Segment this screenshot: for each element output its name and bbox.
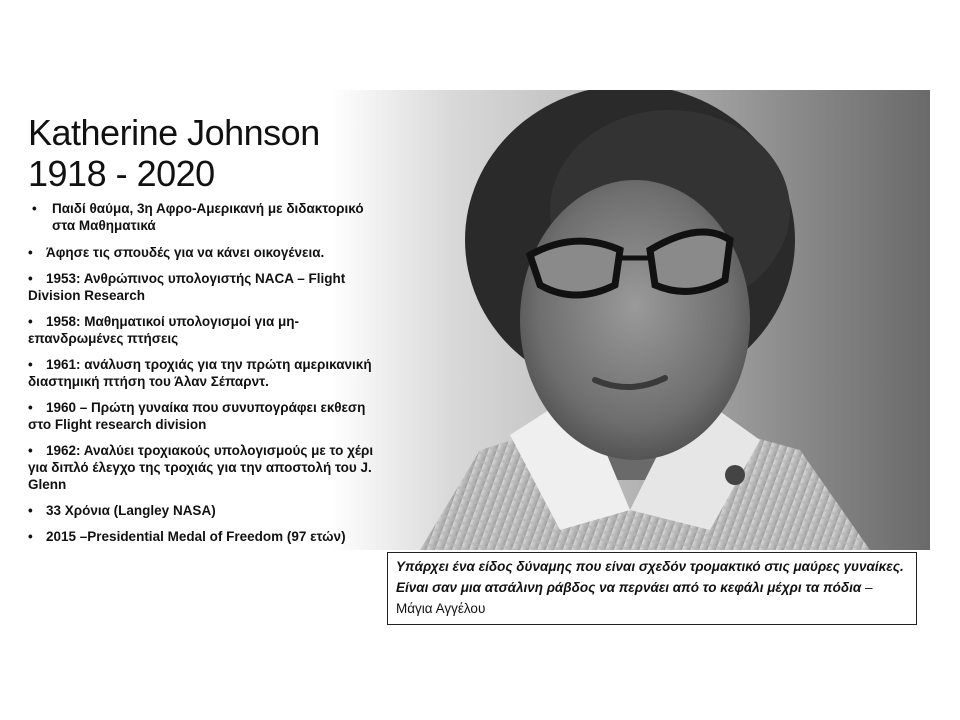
bullet-text: Παιδί θαύμα, 3η Αφρο-Αμερικανή με διδακτορικό στα Μαθηματικά bbox=[52, 201, 364, 233]
list-item bbox=[28, 356, 378, 390]
bullet-dot: • bbox=[28, 503, 33, 518]
bullet-dot: • bbox=[28, 443, 33, 458]
bullet-text: 1962: Αναλύει τροχιακούς υπολογισμούς με το χέρι για διπλό έλεγχο της τροχιάς για την αποστολή του J. Glenn bbox=[28, 443, 374, 492]
bullet-text: 33 Χρόνια (Langley NASA) bbox=[46, 503, 216, 518]
quote-box bbox=[387, 552, 917, 625]
bullet-text: Άφησε τις σπουδές για να κάνει οικογένεια. bbox=[46, 245, 325, 260]
bullet-dot: • bbox=[28, 529, 33, 544]
quote-author: –Μάγια Αγγέλου bbox=[396, 580, 873, 616]
bullet-dot: • bbox=[28, 245, 33, 260]
bullet-dot: • bbox=[28, 271, 33, 286]
list-item bbox=[28, 313, 378, 347]
bullet-text: 1953: Ανθρώπινος υπολογιστής NACA – Flight Division Research bbox=[28, 271, 346, 303]
list-item bbox=[28, 244, 378, 261]
bullet-text: 2015 –Presidential Medal of Freedom (97 ετών) bbox=[46, 529, 346, 544]
list-item bbox=[28, 502, 378, 519]
portrait-photo bbox=[330, 90, 930, 550]
slide-title bbox=[28, 112, 320, 194]
title-name: Katherine Johnson bbox=[28, 112, 320, 153]
bullet-dot: • bbox=[28, 400, 33, 415]
list-item bbox=[28, 442, 378, 493]
bullet-text: 1958: Μαθηματικοί υπολογισμοί για μη-επανδρωμένες πτήσεις bbox=[28, 314, 299, 346]
list-item bbox=[28, 270, 378, 304]
bullet-text: 1961: ανάλυση τροχιάς για την πρώτη αμερικανική διαστημική πτήση του Άλαν Σέπαρντ. bbox=[28, 357, 372, 389]
list-item bbox=[28, 528, 378, 545]
bullet-list bbox=[28, 200, 378, 554]
quote-text: Υπάρχει ένα είδος δύναμης που είναι σχεδόν τρομακτικό στις μαύρες γυναίκες. Είναι σαν μια ατσάλινη ράβδος να περνάει από το κεφάλι μέχρι τα πόδια bbox=[396, 559, 904, 595]
list-item bbox=[28, 399, 378, 433]
bullet-dot: • bbox=[32, 201, 37, 216]
portrait-illustration bbox=[330, 90, 930, 550]
title-years: 1918 - 2020 bbox=[28, 153, 215, 194]
list-item bbox=[28, 200, 378, 234]
bullet-dot: • bbox=[28, 357, 33, 372]
bullet-dot: • bbox=[28, 314, 33, 329]
bullet-text: 1960 – Πρώτη γυναίκα που συνυπογράφει εκθεση στο Flight research division bbox=[28, 400, 366, 432]
